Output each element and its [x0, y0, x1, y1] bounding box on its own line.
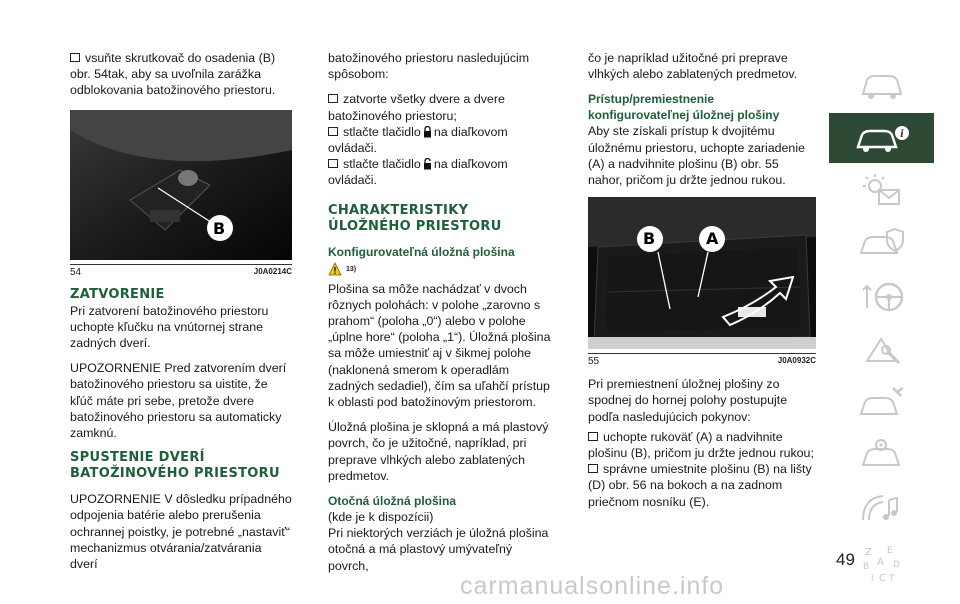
- tab-safety[interactable]: [829, 219, 934, 269]
- tab-dashboard[interactable]: [829, 60, 934, 110]
- svg-text:I: I: [870, 574, 874, 583]
- bullet-item: stlačte tlačidlo na diaľkovom ovládači.: [328, 124, 508, 156]
- lock-icon: [423, 126, 432, 138]
- note-ref: 13): [346, 265, 357, 273]
- page-number: 49: [836, 550, 855, 569]
- tab-car-info[interactable]: [829, 113, 934, 163]
- svg-text:C: C: [878, 573, 886, 583]
- paragraph: (kde je k dispozícii): [328, 510, 434, 525]
- svg-text:D: D: [892, 560, 900, 570]
- car-maintenance-icon: [857, 384, 907, 422]
- warning-note: [328, 262, 556, 280]
- figure-54: [70, 110, 292, 260]
- checkbox-bullet-icon: [328, 94, 338, 103]
- paragraph: Plošina sa môže nachádzať v dvoch rôznych polohách: v polohe „zarovno s prahom“ (poloha „0“) alebo v polohe „úplne hore“ (poloha „1“). Úložná plošina sa môže umiestniť aj v šikmej polohe (naklonená smerom k operadlám zadných sedadiel), čím sa uľahčí prístup k oblasti pod batožinovým priestorom.: [328, 281, 551, 410]
- svg-text:Z: Z: [864, 547, 872, 558]
- paragraph: Úložná plošina je sklopná a má plastový povrch, čo je užitočné, napríklad, pri preprave vlhkých alebo zablatených predmetov.: [328, 420, 549, 483]
- latch-photo: [70, 110, 292, 260]
- steering-wheel-icon: [857, 278, 907, 316]
- svg-text:E: E: [886, 546, 893, 556]
- bullet-item: stlačte tlačidlo na diaľkovom ovládači.: [328, 157, 508, 188]
- bullet-item: vsuňte skrutkovač do osadenia (B) obr. 54tak, aby sa uvoľnila zarážka odblokovania batožinového priestoru.: [70, 51, 276, 98]
- figure-label-b: B: [643, 229, 656, 249]
- bullet-item: uchopte rukoväť (A) a nadvihnite plošinu (B), pričom ju držte jednou rukou;: [588, 429, 814, 461]
- car-info-icon: [852, 119, 912, 157]
- multimedia-icon: [857, 490, 907, 528]
- paragraph: batožinového priestoru nasledujúcim spôsobom:: [328, 51, 530, 82]
- subheading-otocna: Otočná úložná plošina: [328, 494, 457, 509]
- paragraph: Aby ste získali prístup k dvojitému úložnému priestoru, uchopte zariadenie (A) a nadvihnite plošinu (B) obr. 55 nahor, pričom ju držte jednou rukou.: [588, 124, 805, 188]
- checkbox-bullet-icon: [588, 464, 598, 473]
- tab-maintenance[interactable]: [829, 378, 934, 428]
- checkbox-bullet-icon: [588, 432, 598, 441]
- figure-number: 54: [70, 266, 82, 278]
- paragraph: Pri premiestnení úložnej plošiny zo spodnej do hornej polohy postupujte podľa nasledujúcich pokynov:: [588, 377, 788, 424]
- subheading-pristup: Prístup/premiestnenie konfigurovateľnej úložnej plošiny: [588, 92, 780, 123]
- figure-number: 55: [588, 356, 600, 368]
- section-heading-zatvorenie: ZATVORENIE: [70, 286, 165, 302]
- figure-label-a: A: [706, 229, 719, 249]
- svg-text:B: B: [862, 562, 869, 572]
- chapter-sidebar: [829, 60, 934, 590]
- paragraph: UPOZORNENIE Pred zatvorením dverí batožinového priestoru sa uistite, že kľúč máte pri sebe, pretože dvere batožinového priestoru sa automaticky zamknú.: [70, 361, 287, 441]
- tab-driving[interactable]: [829, 272, 934, 322]
- tab-warning-lights[interactable]: [829, 166, 934, 216]
- figure-code: J0A0214C: [253, 266, 292, 276]
- tab-specifications[interactable]: [829, 431, 934, 481]
- svg-text:i: i: [899, 129, 904, 140]
- column-middle: [328, 50, 556, 574]
- checkbox-bullet-icon: [70, 53, 80, 62]
- bullet-item: správne umiestnite plošinu (B) na lišty (D) obr. 56 na bokoch a na zadnom priečnom nosníku (E).: [588, 462, 812, 509]
- figure-code: J0A0932C: [777, 356, 816, 366]
- paragraph: Pri niektorých verziách je úložná plošina otočná a má plastový umývateľný povrch,: [328, 526, 549, 573]
- warning-lights-icon: [857, 172, 907, 210]
- tab-multimedia[interactable]: [829, 484, 934, 534]
- paragraph: Pri zatvorení batožinového priestoru uchopte kľučku na vnútornej strane zadných dverí.: [70, 303, 269, 351]
- specifications-icon: [857, 437, 907, 475]
- subheading-konfigurovatelna: Konfigurovateľná úložná plošina: [328, 244, 515, 259]
- tab-breakdown[interactable]: [829, 325, 934, 375]
- car-dashboard-icon: [857, 66, 907, 104]
- checkbox-bullet-icon: [328, 127, 338, 136]
- breakdown-icon: [857, 331, 907, 369]
- figure-caption: [70, 264, 292, 278]
- svg-text:A: A: [876, 557, 884, 568]
- checkbox-bullet-icon: [328, 159, 338, 168]
- warning-triangle-icon: [328, 262, 342, 276]
- section-heading-spustenie: SPUSTENIE DVERÍ BATOŽINOVÉHO PRIESTORU: [70, 450, 280, 482]
- watermark: carmanualsonline.info: [460, 572, 725, 600]
- column-left: [70, 50, 292, 572]
- index-icon: [857, 541, 907, 583]
- figure-55: [588, 197, 816, 349]
- unlock-icon: [423, 158, 432, 170]
- bullet-item: zatvorte všetky dvere a dvere batožinového priestoru;: [328, 92, 505, 123]
- figure-label-b: B: [213, 218, 226, 238]
- car-shield-icon: [857, 225, 907, 263]
- paragraph: UPOZORNENIE V dôsledku prípadného odpojenia batérie alebo prerušenia ochrannej poistky, je potrebné „nastaviť“ mechanizmus otvárania/zatvárania dverí: [70, 492, 292, 572]
- paragraph: čo je napríklad užitočné pri preprave vlhkých alebo zablatených predmetov.: [588, 51, 798, 82]
- svg-text:T: T: [888, 574, 894, 583]
- figure-caption: [588, 353, 816, 367]
- column-right: [588, 50, 816, 510]
- trunk-photo: [588, 197, 816, 349]
- section-heading-charakteristiky: CHARAKTERISTIKY ÚLOŽNÉHO PRIESTORU: [328, 202, 502, 234]
